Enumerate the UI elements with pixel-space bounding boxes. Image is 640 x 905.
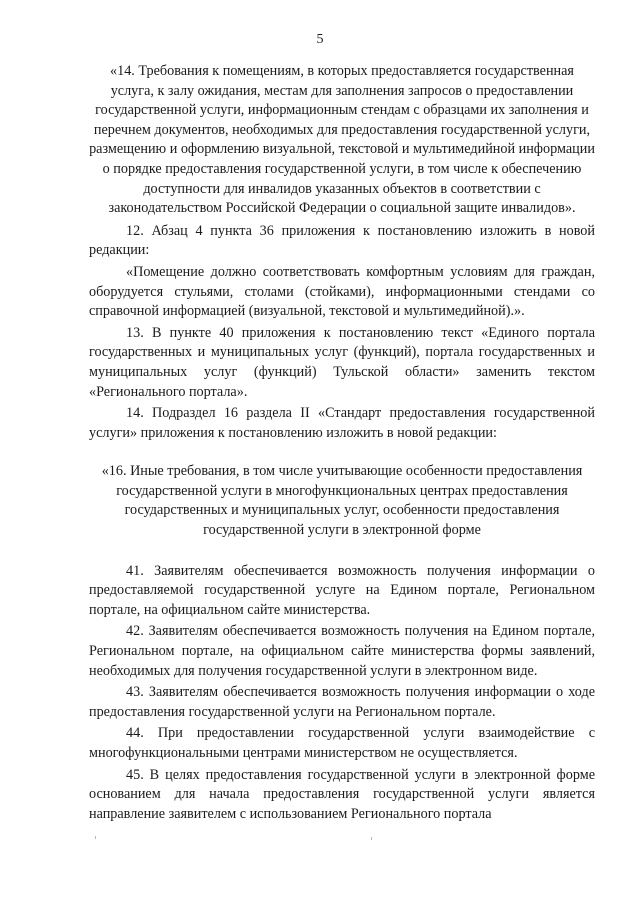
item-43: 43. Заявителям обеспечивается возможность получения информации о ходе предоставления государственной услуги на Региональном портале.	[89, 684, 595, 720]
paragraph-quote-premises: «Помещение должно соответствовать комфортным условиям для граждан, оборудуется стульями, столами (стойками), информационными стендами со справочной информацией (визуальной, текстовой и мультимедийной).».	[89, 263, 595, 320]
item-41: 41. Заявителям обеспечивается возможность получения информации о предоставляемой государственной услуге на Едином портале, Региональном портале, на официальном сайте министерства.	[89, 562, 595, 618]
document-body	[89, 62, 595, 824]
paragraph-12: 12. Абзац 4 пункта 36 приложения к постановлению изложить в новой редакции:	[89, 222, 595, 259]
page-number: 5	[316, 32, 324, 47]
heading-requirements-premises: «14. Требования к помещениям, в которых предоставляется государственная услуга, к залу ожидания, местам для заполнения запросов о предоставлении государственной услуги, информационным стендам с образцами их заполнения и перечнем документов, необходимых для предоставления государственной услуги, размещению и оформлению визуальной, текстовой и мультимедийной информации о порядке предоставления государственной услуги, в том числе к обеспечению доступности для инвалидов указанных объектов в соответствии с законодательством Российской Федерации о социальной защите инвалидов».	[89, 63, 595, 217]
scan-speck	[95, 836, 96, 839]
heading-other-requirements: «16. Иные требования, в том числе учитывающие особенности предоставления государственной услуги в многофункциональных центрах предоставления государственных и муниципальных услуг, особенности предоставления государственной услуги в электронной форме	[101, 463, 583, 539]
item-42: 42. Заявителям обеспечивается возможность получения на Едином портале, Региональном портале, на официальном сайте министерства формы заявлений, необходимых для получения государственной услуги в электронном виде.	[89, 623, 595, 679]
item-45: 45. В целях предоставления государственной услуги в электронной форме основанием для начала предоставления государственной услуги является направление заявителем с использованием Регионального портала	[89, 766, 595, 822]
paragraph-14: 14. Подраздел 16 раздела II «Стандарт предоставления государственной услуги» приложения к постановлению изложить в новой редакции:	[89, 405, 595, 441]
scan-speck	[371, 837, 372, 840]
paragraph-13: 13. В пункте 40 приложения к постановлению текст «Единого портала государственных и муниципальных услуг (функций), портала государственных и муниципальных услуг (функций) Тульской области» заменить текстом «Регионального портала».	[89, 324, 595, 400]
item-44: 44. При предоставлении государственной услуги взаимодействие с многофункциональными центрами министерством не осуществляется.	[89, 725, 595, 761]
